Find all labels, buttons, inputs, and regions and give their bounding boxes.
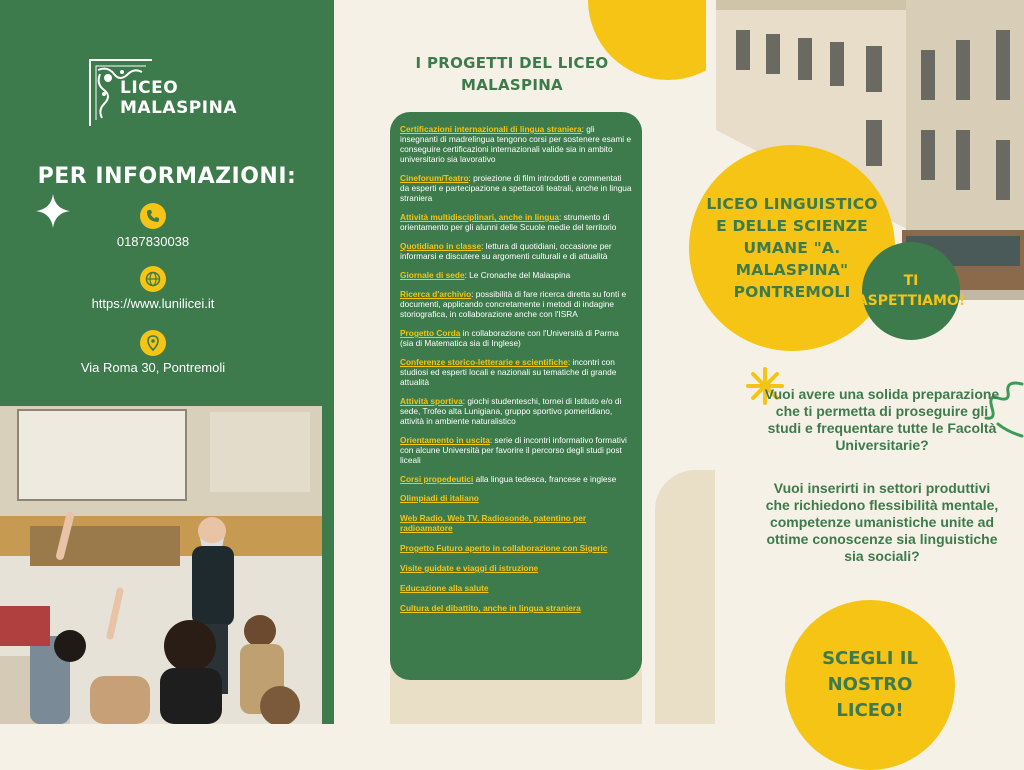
phone-number[interactable]: 0187830038	[116, 234, 190, 249]
project-link[interactable]: Ricerca d'archivio	[400, 289, 472, 299]
decorative-shape	[655, 470, 715, 724]
sparkle-icon	[36, 194, 70, 228]
project-desc: : Le Cronache del Malaspina	[464, 270, 571, 280]
list-item	[400, 583, 632, 593]
project-link[interactable]: Certificazioni internazionali di lingua straniera	[400, 124, 582, 134]
project-desc: : incontri con studiosi ed esperti locali e nazionali su tematiche di grande attualità	[400, 357, 617, 387]
project-link[interactable]: Conferenze storico-letterarie e scientifiche	[400, 357, 568, 367]
project-desc: : possibilità di fare ricerca diretta su fonti e documenti, applicando concretamente i metodi di indagine storiografica, in collaborazione anche con l'ISRA	[400, 289, 627, 319]
welcome-text: TI ASPETTIAMO!	[856, 273, 966, 309]
projects-title: I PROGETTI DEL LICEO MALASPINA	[415, 54, 609, 94]
projects-list	[390, 112, 642, 680]
location-pin-icon	[140, 330, 166, 356]
project-link[interactable]: Cineforum/Teatro	[400, 173, 469, 183]
project-link[interactable]: Attività sportiva	[400, 396, 463, 406]
project-link[interactable]: Web Radio, Web TV, Radiosonde, patentino per radioamatore	[400, 513, 587, 533]
project-link[interactable]: Progetto Futuro aperto in collaborazione con Sigeric	[400, 543, 608, 553]
question-2: Vuoi inserirti in settori produttivi che richiedono flessibilità mentale, competenze umanistiche unite ad ottime conoscenze sia linguistiche sia sociali?	[765, 480, 999, 564]
list-item	[400, 289, 632, 319]
project-link[interactable]: Progetto Corda	[400, 328, 461, 338]
project-desc: : giochi studenteschi, tornei di Istituto e/o di sede, Trofeo alta Lunigiana, gruppo sportivo pomeridiano, attività in ambiente naturalistico	[400, 396, 622, 426]
globe-icon	[140, 266, 166, 292]
list-item	[400, 396, 632, 426]
project-desc: : strumento di orientamento per gli alunni delle Scuole medie del territorio	[400, 212, 617, 232]
project-link[interactable]: Giornale di sede	[400, 270, 465, 280]
cta-badge	[785, 600, 955, 770]
list-item	[400, 241, 632, 261]
list-item	[400, 270, 632, 280]
list-item	[400, 435, 632, 465]
logo-line1: LICEO	[120, 78, 179, 98]
phone-icon	[140, 203, 166, 229]
website-link[interactable]: https://www.lunilicei.it	[91, 296, 215, 311]
question-1: Vuoi avere una solida preparazione che ti permetta di proseguire gli studi e frequentare tutte le Facoltà Universitarie?	[764, 386, 1000, 453]
info-panel	[0, 0, 334, 724]
project-desc: : serie di incontri informativo formativi con alcune Università per favorire il percorso degli studi post liceali	[400, 435, 627, 465]
address: Via Roma 30, Pontremoli	[80, 360, 226, 375]
classroom-photo	[0, 406, 322, 724]
list-item	[400, 124, 632, 164]
info-title: PER INFORMAZIONI:	[37, 164, 297, 189]
project-link[interactable]: Cultura del dibattito, anche in lingua straniera	[400, 603, 581, 613]
project-desc: alla lingua tedesca, francese e inglese	[473, 474, 617, 484]
list-item	[400, 493, 632, 503]
list-item	[400, 513, 632, 533]
project-link[interactable]: Quotidiano in classe	[400, 241, 482, 251]
list-item	[400, 357, 632, 387]
list-item	[400, 173, 632, 203]
project-desc: : gli insegnanti di madrelingua tengono corsi per sostenere esami e conseguire certificazioni internazionali valide sia in ambito universitario sia lavorativo	[400, 124, 632, 164]
list-item	[400, 474, 632, 484]
project-link[interactable]: Educazione alla salute	[400, 583, 489, 593]
project-desc: in collaborazione con l'Università di Parma (sia di Matematica sia di Inglese)	[400, 328, 619, 348]
project-desc: : lettura di quotidiani, occasione per informarsi e discutere su argomenti culturali e di attualità	[400, 241, 612, 261]
project-link[interactable]: Olimpiadi di italiano	[400, 493, 479, 503]
cta-text: SCEGLI IL NOSTRO LICEO!	[822, 648, 918, 721]
project-link[interactable]: Orientamento in uscita	[400, 435, 490, 445]
welcome-badge	[856, 242, 966, 340]
logo-line2: MALASPINA	[120, 98, 237, 118]
list-item	[400, 603, 632, 613]
list-item	[400, 563, 632, 573]
project-link[interactable]: Corsi propedeutici	[400, 474, 474, 484]
project-desc: : proiezione di film introdotti e commentati da esperti e partecipazione a spettacoli teatrali, anche in lingua straniera	[400, 173, 632, 203]
list-item	[400, 328, 632, 348]
project-link[interactable]: Attività multidisciplinari, anche in lingua	[400, 212, 560, 222]
project-link[interactable]: Visite guidate e viaggi di istruzione	[400, 563, 539, 573]
list-item	[400, 212, 632, 232]
school-name-badge	[689, 145, 895, 351]
school-name: LICEO LINGUISTICO E DELLE SCIENZE UMANE "A. MALASPINA" PONTREMOLI	[706, 195, 878, 301]
list-item	[400, 543, 632, 553]
logo-text	[120, 78, 237, 118]
